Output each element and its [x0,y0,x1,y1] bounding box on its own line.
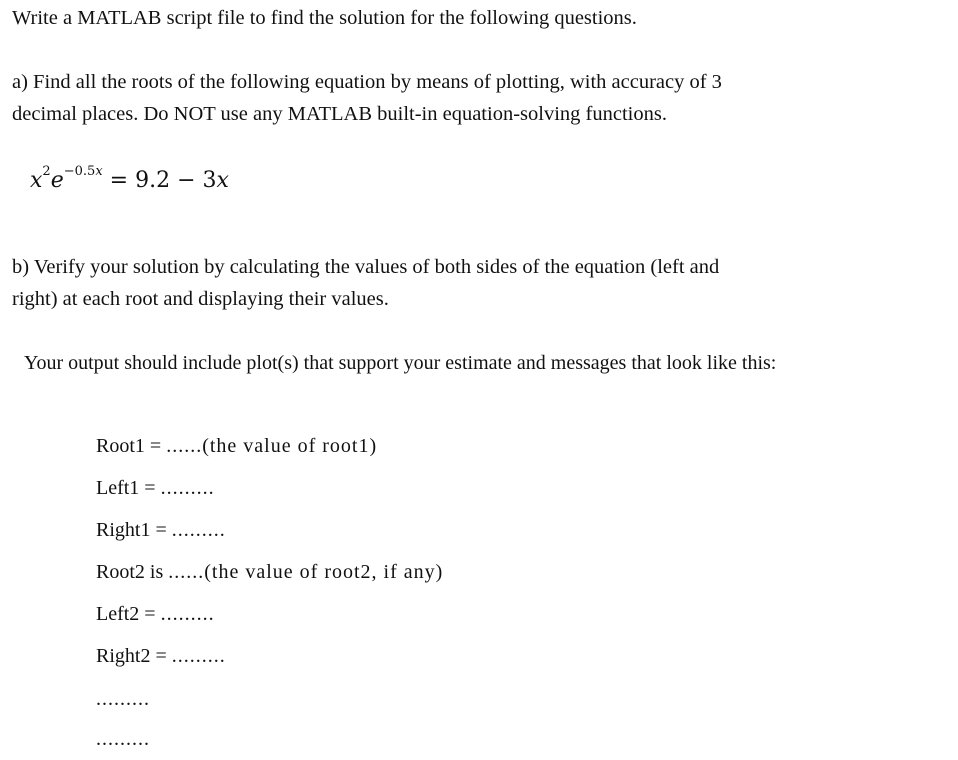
question-title: Write a MATLAB script file to find the solution for the following questions. [12,7,637,29]
sample-output-label: Left1 = [96,477,156,499]
equation [30,164,229,193]
sample-output-label: Left2 = [96,603,156,625]
sample-output-label: Root1 = [96,435,162,457]
part-a-line-1: a) Find all the roots of the following equation by means of plotting, with accuracy of 3 [12,71,722,93]
equation-rhs-var: x [216,168,229,193]
equation-rhs: = 9.2 − 3 [109,168,217,193]
equation-base: x [30,168,43,193]
sample-output-line [96,603,215,626]
sample-output-line [96,435,377,458]
part-a-line-2: decimal places. Do NOT use any MATLAB built-in equation-solving functions. [12,103,667,125]
filler-dots: ......... [96,728,150,750]
equation-power: 2 [42,164,51,179]
sample-output-line [96,561,443,584]
sample-output-value: ......(the value of root2, if any) [168,561,444,583]
equation-exponent [64,164,103,179]
sample-output-label: Right2 = [96,645,167,667]
part-b-line-1: b) Verify your solution by calculating the values of both sides of the equation (left and [12,256,720,278]
sample-output-value: ......... [171,645,226,667]
equation-exponent-var: x [95,164,103,179]
sample-output-label: Right1 = [96,519,167,541]
sample-output-line [96,477,215,500]
part-b-line-2: right) at each root and displaying their values. [12,288,389,310]
sample-output-label: Root2 is [96,561,164,583]
sample-output-value: ......... [160,477,215,499]
sample-output-line [96,645,226,668]
sample-output-value: ......... [171,519,226,541]
sample-output-line [96,519,226,542]
sample-output-value: ......(the value of root1) [166,435,378,457]
sample-output-value: ......... [160,603,215,625]
equation-exponent-number: −0.5 [63,164,96,179]
filler-dots: ......... [96,688,150,710]
equation-e: e [50,168,64,193]
output-intro: Your output should include plot(s) that support your estimate and messages that look like this: [24,352,777,374]
